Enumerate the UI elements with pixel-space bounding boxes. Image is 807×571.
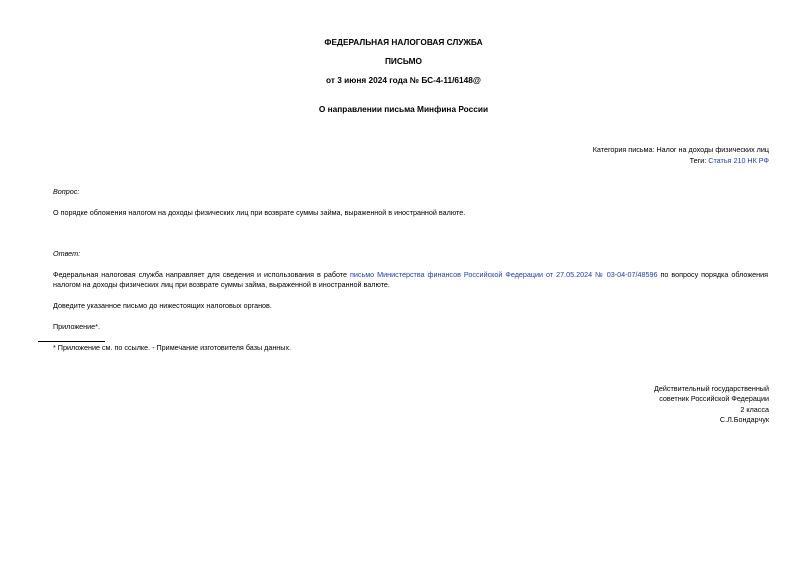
answer-paragraph-1 (53, 270, 768, 289)
signature-title-line-1: Действительный государственный (654, 384, 769, 393)
footnote-text: * Приложение см. по ссылке. - Примечание изготовителя базы данных. (53, 343, 292, 352)
signature-title-line-3: 2 класса (740, 404, 769, 414)
question-label: Вопрос: (53, 187, 80, 196)
minfin-letter-link[interactable]: письмо Министерства финансов Российской Федерации от 27.05.2024 № 03-04-07/48596 (350, 270, 658, 279)
signatory-name: С.Л.Бондарчук (719, 415, 769, 425)
tag-link-article-210[interactable]: Статья 210 НК РФ (708, 156, 769, 165)
answer-paragraph-1-start: Федеральная налоговая служба направляет для сведения и использования в работе (53, 270, 350, 279)
document-subject: О направлении письма Минфина России (318, 104, 489, 114)
letter-category: Категория письма: Налог на доходы физических лиц (592, 145, 769, 154)
signature-block (654, 384, 769, 426)
answer-paragraph-2: Доведите указанное письмо до нижестоящих налоговых органов. (53, 301, 272, 310)
footnote-separator (38, 341, 105, 342)
answer-paragraph-1-end: по вопросу порядка обложения налогом на доходы физических лиц при возврате суммы займа, выраженной в иностранной валюте. (53, 270, 768, 289)
letter-tags (690, 156, 769, 166)
document-type: ПИСЬМО (384, 56, 423, 66)
question-text: О порядке обложения налогом на доходы физических лиц при возврате суммы займа, выраженной в иностранной валюте. (53, 208, 466, 217)
answer-label: Ответ: (53, 249, 81, 258)
document-date-number: от 3 июня 2024 года № БС-4-11/6148@ (326, 75, 481, 85)
tags-label: Теги: (689, 156, 709, 165)
agency-title: ФЕДЕРАЛЬНАЯ НАЛОГОВАЯ СЛУЖБА (324, 37, 483, 47)
signature-title-line-2: советник Российской Федерации (659, 394, 769, 404)
appendix-line: Приложение*. (53, 322, 100, 331)
